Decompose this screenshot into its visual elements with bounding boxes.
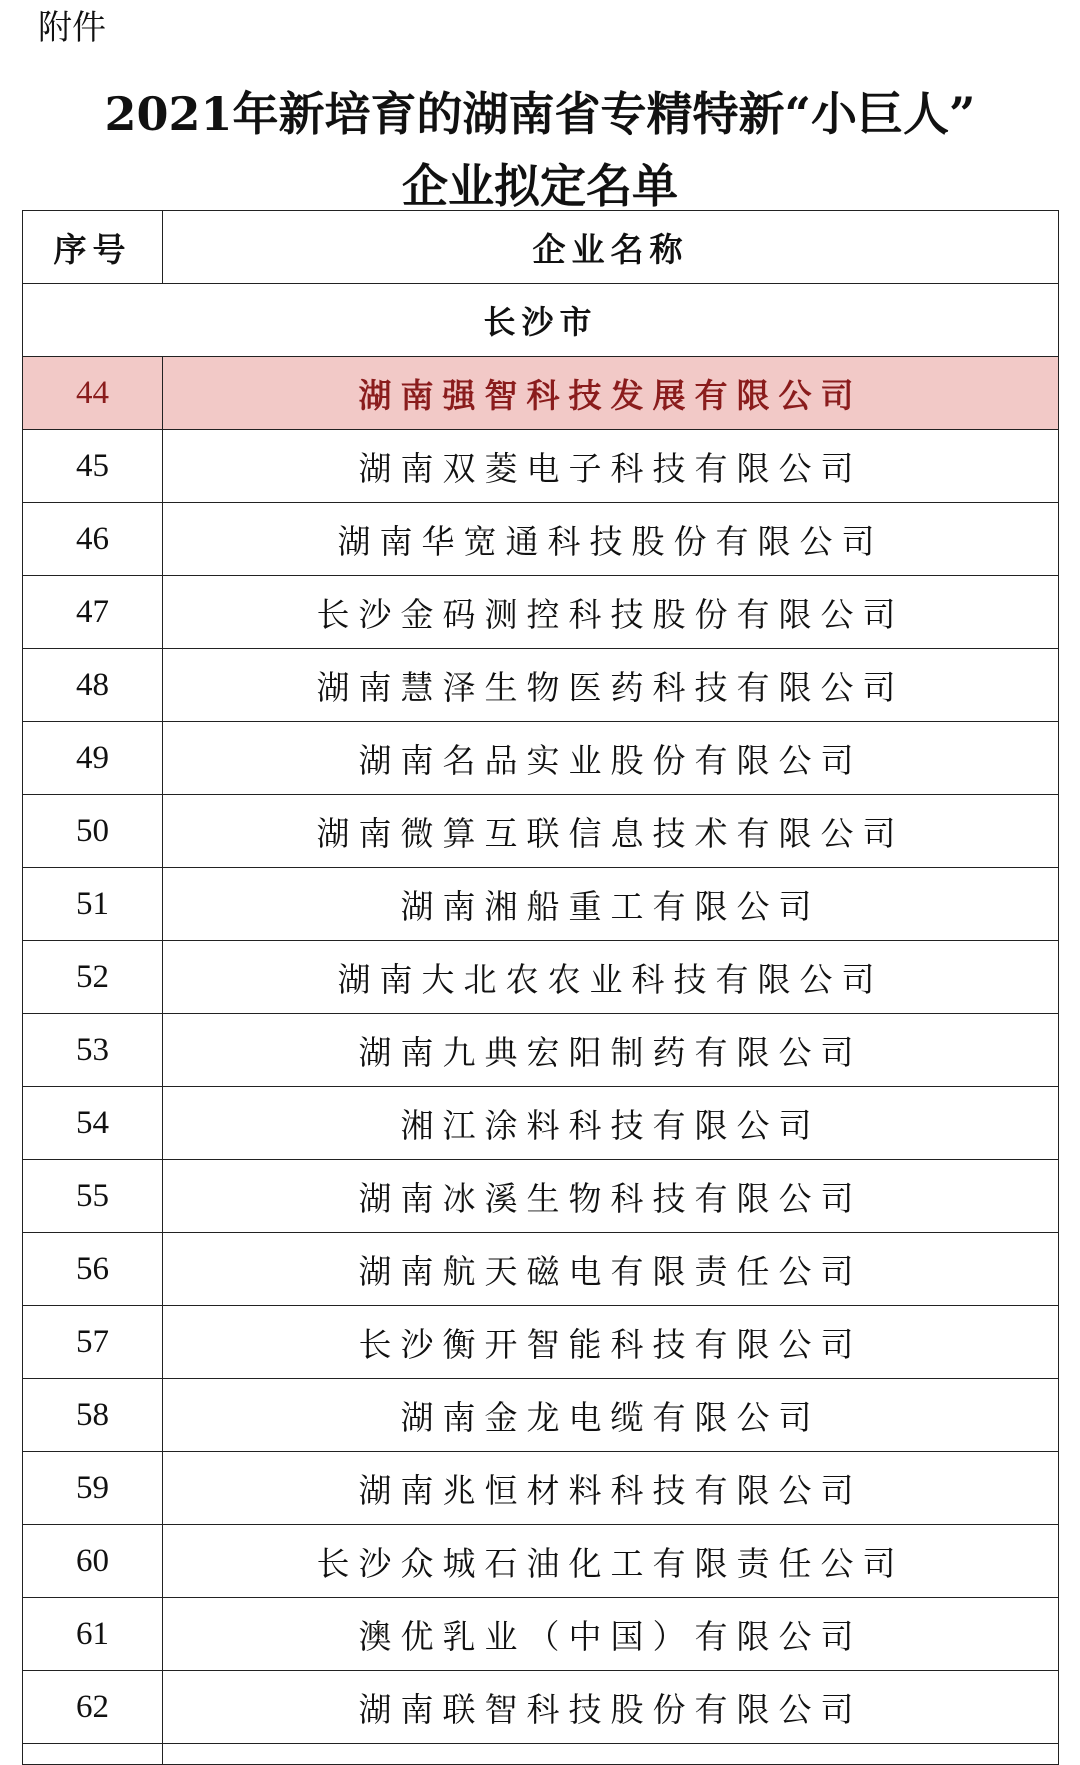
company-name-cell: 长沙衡开智能科技有限公司 <box>163 1306 1059 1379</box>
serial-number-cell: 47 <box>23 576 163 649</box>
serial-number-cell: 60 <box>23 1525 163 1598</box>
table-row <box>23 1379 1059 1452</box>
company-name-cell: 湖南慧泽生物医药科技有限公司 <box>163 649 1059 722</box>
empty-cell <box>23 1744 163 1765</box>
company-name-cell: 湖南航天磁电有限责任公司 <box>163 1233 1059 1306</box>
table-body <box>23 211 1059 1765</box>
company-name-cell: 湖南强智科技发展有限公司 <box>163 357 1059 430</box>
company-name-cell: 湖南名品实业股份有限公司 <box>163 722 1059 795</box>
company-name-cell: 湖南微算互联信息技术有限公司 <box>163 795 1059 868</box>
company-name-cell: 长沙金码测控科技股份有限公司 <box>163 576 1059 649</box>
table-row <box>23 941 1059 1014</box>
company-name-cell: 湖南联智科技股份有限公司 <box>163 1671 1059 1744</box>
table-row <box>23 1598 1059 1671</box>
serial-number-cell: 44 <box>23 357 163 430</box>
serial-number-cell: 53 <box>23 1014 163 1087</box>
title-line-1: 2021年新培育的湖南省专精特新“小巨人” <box>104 87 976 141</box>
region-label: 长沙市 <box>23 284 1059 357</box>
table-row <box>23 1671 1059 1744</box>
serial-number-cell: 57 <box>23 1306 163 1379</box>
table-row <box>23 1014 1059 1087</box>
title-line-2: 企业拟定名单 <box>402 159 678 213</box>
serial-number-cell: 58 <box>23 1379 163 1452</box>
region-row <box>23 284 1059 357</box>
company-name-cell: 澳优乳业（中国）有限公司 <box>163 1598 1059 1671</box>
serial-number-cell: 52 <box>23 941 163 1014</box>
table-row <box>23 430 1059 503</box>
serial-number-cell: 62 <box>23 1671 163 1744</box>
document-title <box>0 78 1080 222</box>
serial-number-cell: 51 <box>23 868 163 941</box>
company-name-cell: 湖南双菱电子科技有限公司 <box>163 430 1059 503</box>
serial-number-cell: 46 <box>23 503 163 576</box>
table-row <box>23 1087 1059 1160</box>
company-name-cell: 湖南金龙电缆有限公司 <box>163 1379 1059 1452</box>
table-row <box>23 795 1059 868</box>
serial-number-cell: 56 <box>23 1233 163 1306</box>
company-name-cell: 湘江涂料科技有限公司 <box>163 1087 1059 1160</box>
table-row <box>23 1452 1059 1525</box>
company-list-table <box>22 210 1059 1765</box>
company-name-cell: 长沙众城石油化工有限责任公司 <box>163 1525 1059 1598</box>
serial-number-cell: 55 <box>23 1160 163 1233</box>
company-name-cell: 湖南兆恒材料科技有限公司 <box>163 1452 1059 1525</box>
serial-number-cell: 45 <box>23 430 163 503</box>
header-company-name: 企业名称 <box>163 211 1059 284</box>
company-name-cell: 湖南冰溪生物科技有限公司 <box>163 1160 1059 1233</box>
header-serial-number: 序号 <box>23 211 163 284</box>
table-row <box>23 1306 1059 1379</box>
empty-cell <box>163 1744 1059 1765</box>
table-row <box>23 649 1059 722</box>
table-row <box>23 1525 1059 1598</box>
table-row <box>23 722 1059 795</box>
table-row-highlighted <box>23 357 1059 430</box>
company-name-cell: 湖南九典宏阳制药有限公司 <box>163 1014 1059 1087</box>
table-row <box>23 576 1059 649</box>
serial-number-cell: 61 <box>23 1598 163 1671</box>
attachment-label: 附件 <box>38 8 106 48</box>
serial-number-cell: 49 <box>23 722 163 795</box>
company-name-cell: 湖南湘船重工有限公司 <box>163 868 1059 941</box>
serial-number-cell: 59 <box>23 1452 163 1525</box>
table-row <box>23 1233 1059 1306</box>
company-name-cell: 湖南大北农农业科技有限公司 <box>163 941 1059 1014</box>
serial-number-cell: 54 <box>23 1087 163 1160</box>
table-row <box>23 868 1059 941</box>
table-row <box>23 1160 1059 1233</box>
serial-number-cell: 48 <box>23 649 163 722</box>
serial-number-cell: 50 <box>23 795 163 868</box>
company-name-cell: 湖南华宽通科技股份有限公司 <box>163 503 1059 576</box>
header-row <box>23 211 1059 284</box>
table-row <box>23 503 1059 576</box>
table-row-partial <box>23 1744 1059 1765</box>
